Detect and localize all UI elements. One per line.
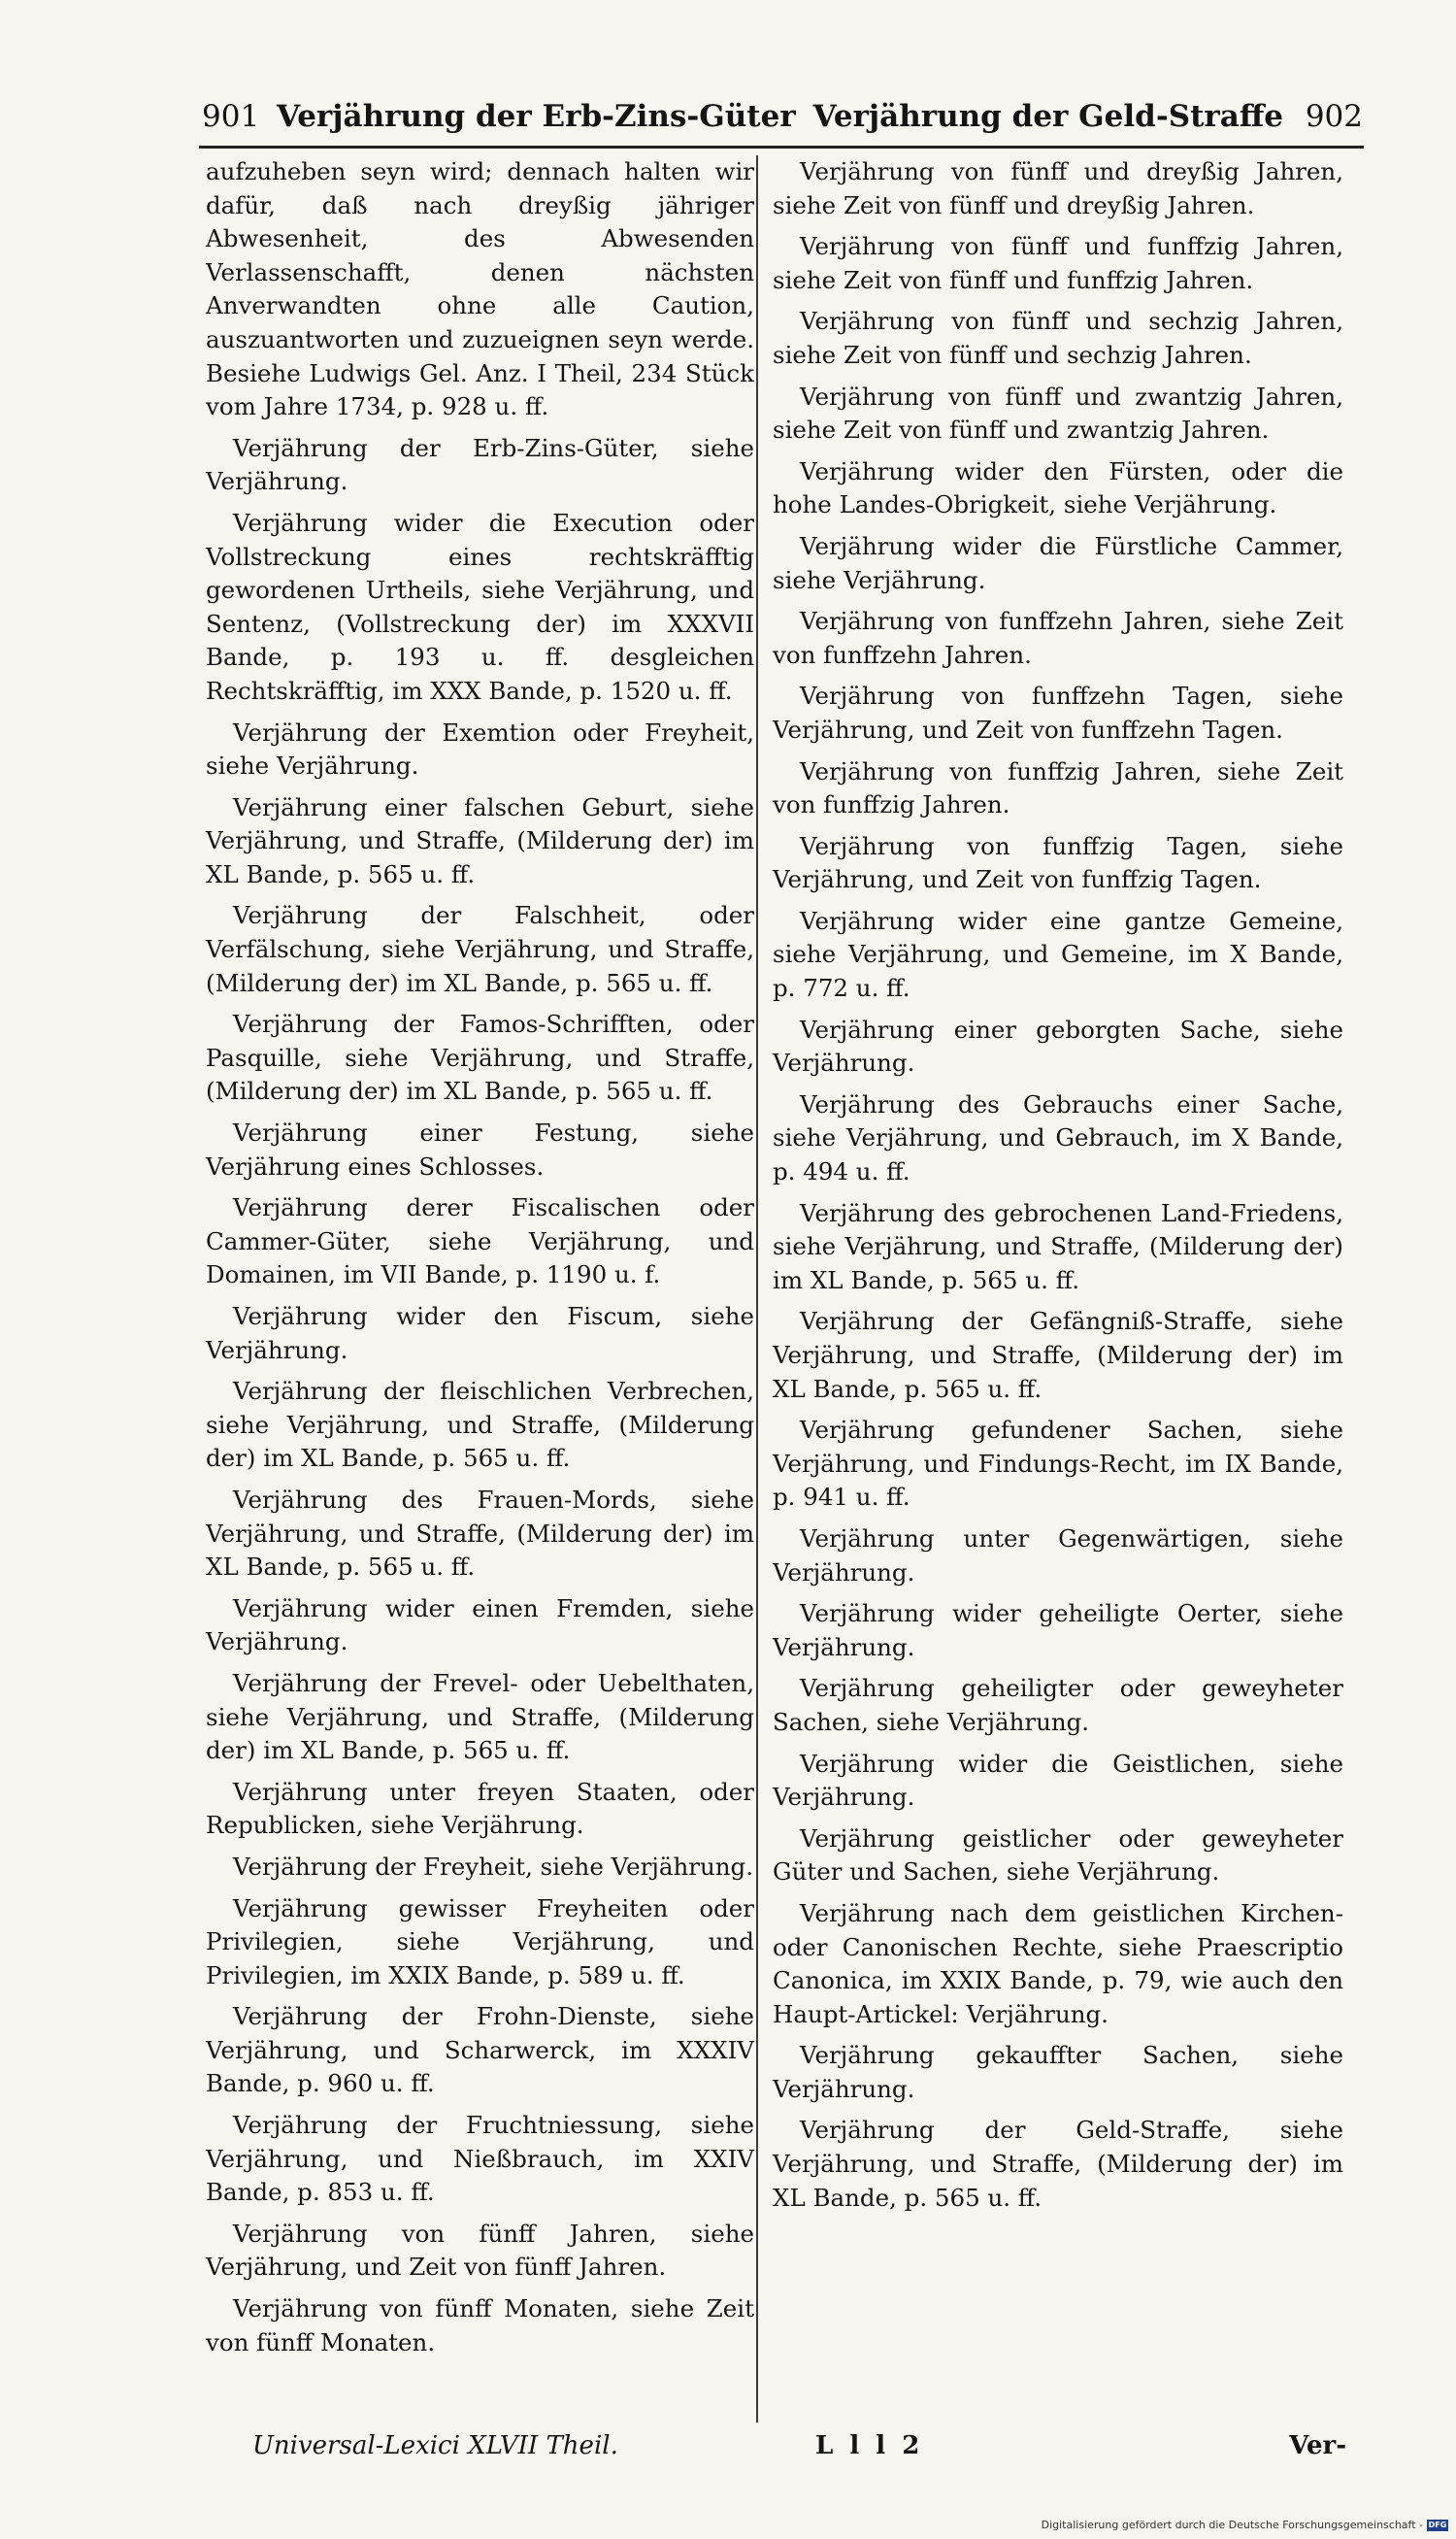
entry: Verjährung der Gefängniß-Straffe, siehe Verjährung, und Straffe, (Milderung der) im XL Bande, p. 565 u. ff. — [773, 1307, 1343, 1403]
entry: Verjährung von funffzig Jahren, siehe Zeit von funffzig Jahren. — [773, 756, 1343, 819]
entry: Verjährung von fünff und dreyßig Jahren, siehe Zeit von fünff und dreyßig Jahren. — [773, 157, 1343, 219]
entry: Verjährung wider die Execution oder Vollstreckung eines rechtskräfftig gewordenen Urtheils, siehe Verjährung, und Sentenz, (Vollstreckung der) im XXXVII Bande, p. 193 u. ff. desgleichen Rechtskräfftig, im XXX Bande, p. 1520 u. ff. — [206, 508, 754, 705]
signature-note: Universal-Lexici XLVII Theil. — [252, 2431, 618, 2460]
entry: Verjährung unter Gegenwärtigen, siehe Verjährung. — [773, 1523, 1343, 1587]
entry: Verjährung gefundener Sachen, siehe Verjährung, und Findungs-Recht, im IX Bande, p. 941 u. ff. — [773, 1416, 1343, 1512]
entry: aufzuheben seyn wird; dennach halten wir dafür, daß nach dreyßig jähriger Abwesenheit, des Abwesenden Verlassenschafft, denen nächsten Anverwandten ohne alle Caution, auszuantworten und zuzueignen seyn werde. Besiehe Ludwigs Gel. Anz. I Theil, 234 Stück vom Jahre 1734, p. 928 u. ff. — [206, 157, 754, 421]
entry: Verjährung der Freyheit, siehe Verjährung. — [233, 1852, 753, 1881]
left-running-title: Verjährung der Erb-Zins-Güter — [277, 99, 796, 134]
entry: Verjährung von fünff Jahren, siehe Verjährung, und Zeit von fünff Jahren. — [206, 2219, 754, 2282]
entry: Verjährung der Frohn-Dienste, siehe Verjährung, und Scharwerck, im XXXIV Bande, p. 960 u. ff. — [206, 2002, 754, 2098]
header-rule — [199, 146, 1364, 149]
dfg-logo-icon: DFG — [1428, 2521, 1447, 2529]
catchword: Ver- — [1289, 2431, 1346, 2460]
entry: Verjährung des gebrochenen Land-Friedens, siehe Verjährung, und Straffe, (Milderung der) im XL Bande, p. 565 u. ff. — [773, 1198, 1343, 1294]
entry: Verjährung wider einen Fremden, siehe Verjährung. — [206, 1593, 754, 1656]
page-footer — [206, 2424, 1346, 2467]
entry: Verjährung unter freyen Staaten, oder Republicken, siehe Verjährung. — [206, 1777, 754, 1840]
entry: Verjährung der Fruchtniessung, siehe Verjährung, und Nießbrauch, im XXIV Bande, p. 853 u. ff. — [206, 2111, 754, 2207]
entry: Verjährung des Frauen-Mords, siehe Verjährung, und Straffe, (Milderung der) im XL Bande, p. 565 u. ff. — [206, 1485, 754, 1582]
right-column — [773, 155, 1343, 2222]
entry: Verjährung von fünff und zwantzig Jahren, siehe Zeit von fünff und zwantzig Jahren. — [773, 382, 1343, 445]
digitization-credit — [1042, 2519, 1448, 2532]
entry: Verjährung von fünff Monaten, siehe Zeit von fünff Monaten. — [206, 2294, 754, 2356]
entry: Verjährung gekauffter Sachen, siehe Verjährung. — [773, 2041, 1343, 2103]
entry: Verjährung derer Fiscalischen oder Cammer-Güter, siehe Verjährung, und Domainen, im VII Bande, p. 1190 u. f. — [206, 1193, 754, 1289]
credit-text: Digitalisierung gefördert durch die Deutsche Forschungsgemeinschaft - — [1041, 2519, 1423, 2531]
entry: Verjährung wider eine gantze Gemeine, siehe Verjährung, und Gemeine, im X Bande, p. 772 u. ff. — [773, 906, 1343, 1003]
entry: Verjährung wider geheiligte Oerter, siehe Verjährung. — [773, 1599, 1343, 1661]
entry: Verjährung nach dem geistlichen Kirchen- oder Canonischen Rechte, siehe Praescriptio Canonica, im XXIX Bande, p. 79, wie auch den Haupt-Artickel: Verjährung. — [773, 1898, 1343, 2028]
entry: Verjährung der Falschheit, oder Verfälschung, siehe Verjährung, und Straffe, (Milderung der) im XL Bande, p. 565 u. ff. — [206, 901, 754, 997]
entry: Verjährung von funffzehn Tagen, siehe Verjährung, und Zeit von funffzehn Tagen. — [773, 682, 1343, 744]
entry: Verjährung einer Festung, siehe Verjährung eines Schlosses. — [206, 1119, 754, 1181]
entry: Verjährung der Exemtion oder Freyheit, siehe Verjährung. — [206, 718, 754, 781]
running-head — [194, 89, 1369, 144]
entry: Verjährung geheiligter oder geweyheter Sachen, siehe Verjährung. — [773, 1674, 1343, 1736]
entry: Verjährung geistlicher oder geweyheter Güter und Sachen, siehe Verjährung. — [773, 1823, 1343, 1887]
entry: Verjährung wider die Geistlichen, siehe Verjährung. — [773, 1749, 1343, 1812]
column-divider — [756, 155, 758, 2422]
right-page-number: 902 — [1305, 99, 1363, 134]
entry: Verjährung von fünff und funffzig Jahren, siehe Zeit von fünff und funffzig Jahren. — [773, 232, 1343, 294]
left-page-number: 901 — [202, 99, 260, 134]
entry: Verjährung der Geld-Straffe, siehe Verjährung, und Straffe, (Milderung der) im XL Bande, p. 565 u. ff. — [773, 2116, 1343, 2212]
entry: Verjährung von fünff und sechzig Jahren, siehe Zeit von fünff und sechzig Jahren. — [773, 307, 1343, 369]
entry: Verjährung der Frevel- oder Uebelthaten, siehe Verjährung, und Straffe, (Milderung der) im XL Bande, p. 565 u. ff. — [206, 1668, 754, 1765]
right-running-title: Verjährung der Geld-Straffe — [812, 99, 1283, 134]
entry: Verjährung wider den Fürsten, oder die hohe Landes-Obrigkeit, siehe Verjährung. — [773, 456, 1343, 519]
entry: Verjährung der Erb-Zins-Güter, siehe Verjährung. — [206, 433, 754, 496]
entry: Verjährung von funffzehn Jahren, siehe Zeit von funffzehn Jahren. — [773, 607, 1343, 669]
entry: Verjährung einer geborgten Sache, siehe Verjährung. — [773, 1015, 1343, 1078]
entry: Verjährung einer falschen Geburt, siehe Verjährung, und Straffe, (Milderung der) im XL Bande, p. 565 u. ff. — [206, 792, 754, 888]
entry: Verjährung gewisser Freyheiten oder Privilegien, siehe Verjährung, und Privilegien, im XXIX Bande, p. 589 u. ff. — [206, 1893, 754, 1989]
entry: Verjährung wider den Fiscum, siehe Verjährung. — [206, 1302, 754, 1364]
entry: Verjährung des Gebrauchs einer Sache, siehe Verjährung, und Gebrauch, im X Bande, p. 494 u. ff. — [773, 1089, 1343, 1186]
entry: Verjährung der fleischlichen Verbrechen, siehe Verjährung, und Straffe, (Milderung der) im XL Bande, p. 565 u. ff. — [206, 1377, 754, 1473]
entry: Verjährung der Famos-Schrifften, oder Pasquille, siehe Verjährung, und Straffe, (Milderung der) im XL Bande, p. 565 u. ff. — [206, 1010, 754, 1106]
entry: Verjährung wider die Fürstliche Cammer, siehe Verjährung. — [773, 531, 1343, 594]
left-column — [206, 155, 754, 2367]
entry: Verjährung von funffzig Tagen, siehe Verjährung, und Zeit von funffzig Tagen. — [773, 831, 1343, 894]
signature-mark: L l l 2 — [815, 2431, 924, 2460]
